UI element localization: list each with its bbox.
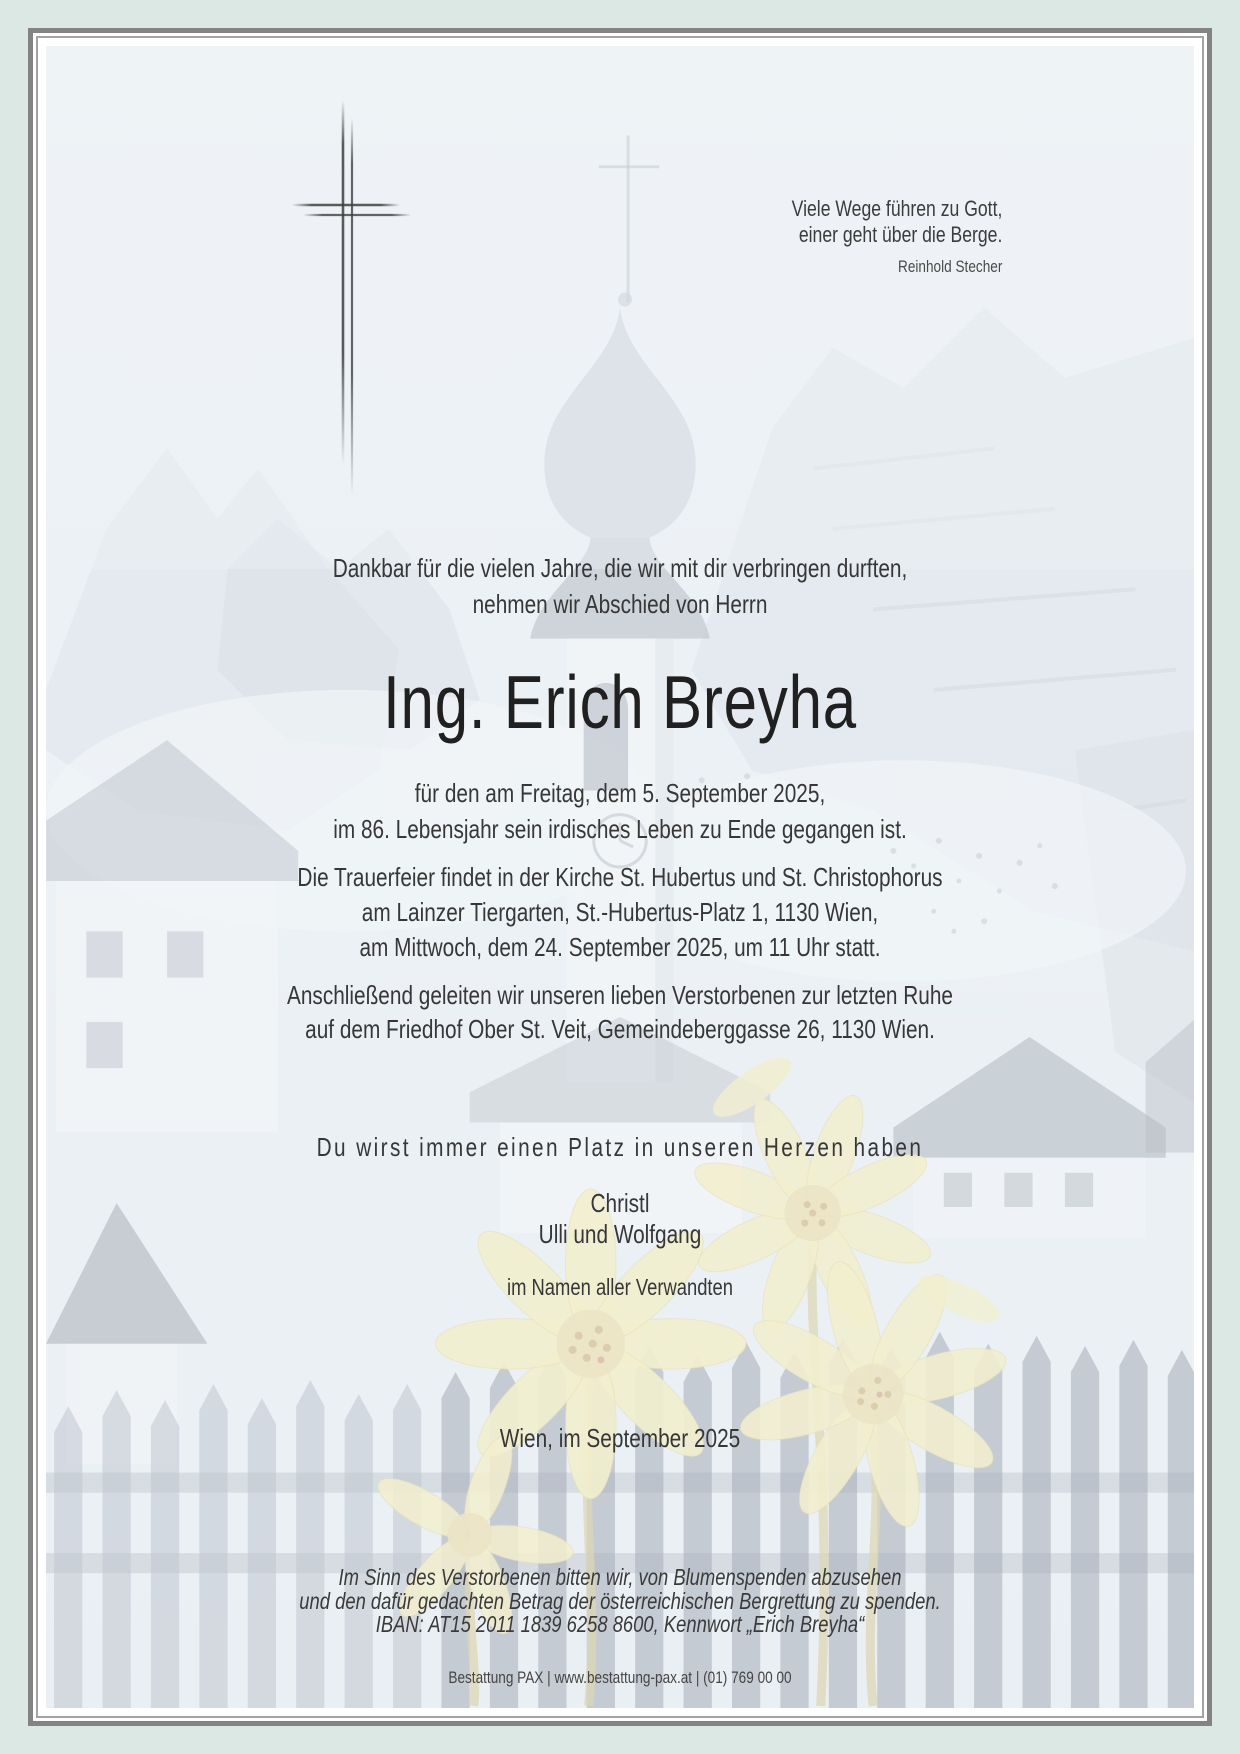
- mourner-name: Christl: [590, 1188, 650, 1218]
- footer-text: Bestattung PAX | www.bestattung-pax.at | (01) 769 00 00: [448, 1668, 792, 1687]
- quote-attribution: Reinhold Stecher: [897, 257, 1002, 276]
- passing-line: für den am Freitag, dem 5. September 2025,: [414, 778, 826, 808]
- quote-block: [791, 196, 1002, 280]
- service-line: am Lainzer Tiergarten, St.-Hubertus-Platz 1, 1130 Wien,: [361, 897, 879, 927]
- donation-line: und den dafür gedachten Betrag der österreichischen Bergrettung zu spenden.: [299, 1587, 941, 1614]
- passing-line: im 86. Lebensjahr sein irdisches Leben zu Ende gegangen ist.: [333, 814, 907, 844]
- mourners-note: im Namen aller Verwandten: [506, 1274, 734, 1300]
- announcement-line: nehmen wir Abschied von Herrn: [472, 589, 768, 619]
- memorial-cross-icon: [266, 91, 486, 571]
- memorial-card: [46, 46, 1194, 1708]
- quote-line: einer geht über die Berge.: [798, 222, 1002, 247]
- announcement-block: [161, 550, 1079, 622]
- donation-line: IBAN: AT15 2011 1839 6258 8600, Kennwort „Erich Breyha“: [375, 1611, 865, 1637]
- burial-block: [161, 978, 1079, 1046]
- burial-line: Anschließend geleiten wir unseren lieben Verstorbenen zur letzten Ruhe: [286, 980, 953, 1010]
- service-line: am Mittwoch, dem 24. September 2025, um 11 Uhr statt.: [359, 932, 881, 962]
- mourner-name: Ulli und Wolfgang: [538, 1219, 702, 1249]
- dateline: Wien, im September 2025: [499, 1423, 741, 1453]
- burial-line: auf dem Friedhof Ober St. Veit, Gemeindeberggasse 26, 1130 Wien.: [305, 1014, 935, 1044]
- card-frame: [28, 28, 1212, 1726]
- farewell-line: Du wirst immer einen Platz in unseren Herzen haben: [316, 1132, 924, 1162]
- service-line: Die Trauerfeier findet in der Kirche St. Hubertus und St. Christophorus: [297, 862, 943, 892]
- deceased-name: Ing. Erich Breyha: [383, 660, 857, 744]
- donation-block: [161, 1566, 1079, 1637]
- donation-line: Im Sinn des Verstorbenen bitten wir, von Blumenspenden abzusehen: [338, 1564, 902, 1590]
- announcement-line: Dankbar für die vielen Jahre, die wir mit dir verbringen durften,: [332, 553, 908, 583]
- mourners-block: [161, 1188, 1079, 1250]
- quote-line: Viele Wege führen zu Gott,: [791, 196, 1002, 221]
- service-block: [161, 860, 1079, 965]
- passing-block: [161, 775, 1079, 847]
